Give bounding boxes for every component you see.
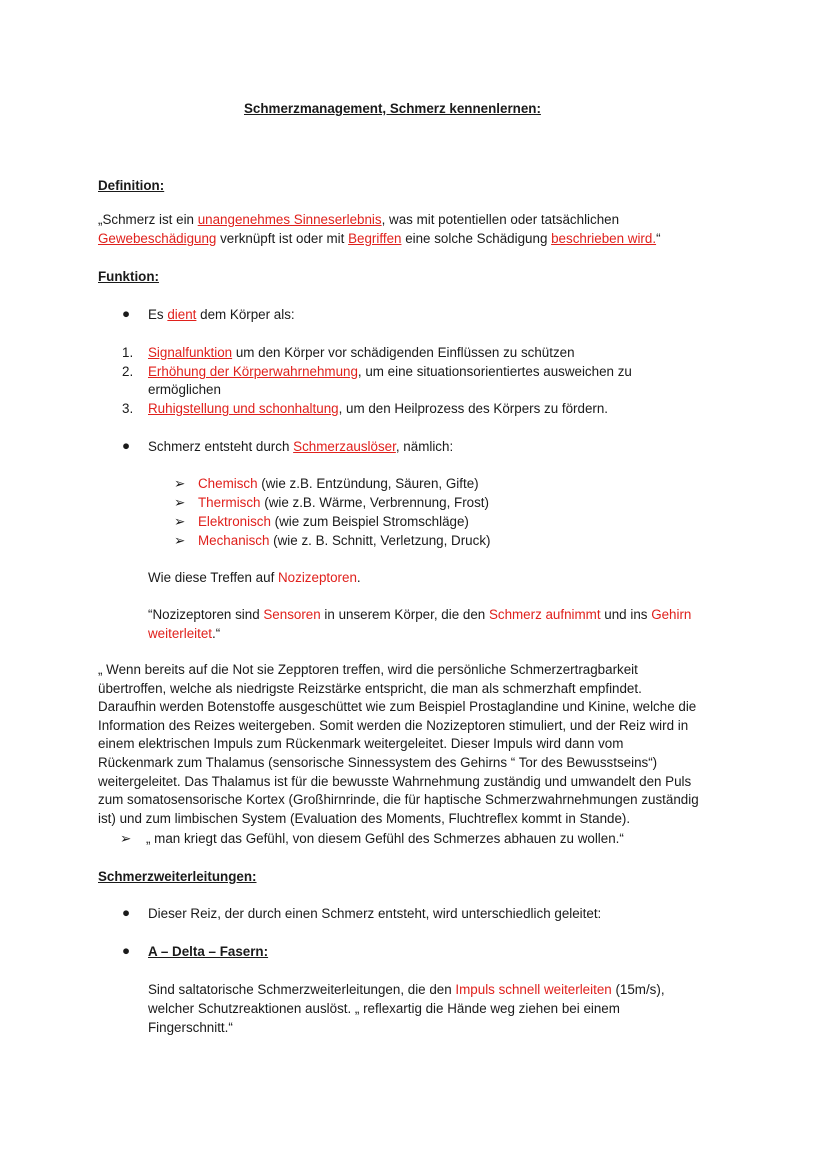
- list-item: [148, 362, 632, 381]
- cause-item: [198, 512, 469, 531]
- page-title: Schmerzmanagement, Schmerz kennenlernen:: [244, 101, 541, 116]
- arrow-bullet-icon: ➢: [174, 533, 186, 548]
- arrow-bullet-icon: ➢: [120, 831, 132, 846]
- text: (15m/s),: [611, 982, 665, 997]
- arrow-bullet-icon: ➢: [174, 476, 186, 491]
- highlight: Begriffen: [348, 231, 402, 246]
- highlight: Signalfunktion: [148, 345, 233, 360]
- list-item: [148, 343, 575, 362]
- paragraph-line: einem elektrischen Impuls zum Rückenmark weitergeleitet. Dieser Impuls wird dann vom: [98, 736, 624, 752]
- text: verknüpft ist oder mit: [216, 231, 349, 246]
- funktion-heading: Funktion:: [98, 269, 159, 284]
- text: “Nozizeptoren sind: [148, 607, 264, 622]
- highlight: Thermisch: [198, 495, 261, 510]
- list-item-cont: ermöglichen: [148, 382, 221, 397]
- cause-item: [198, 531, 490, 550]
- highlight: Chemisch: [198, 476, 258, 491]
- feeling-quote: „ man kriegt das Gefühl, von diesem Gefühl des Schmerzes abhauen zu wollen.“: [146, 831, 624, 846]
- adelta-line-1: [148, 980, 665, 999]
- text: , nämlich:: [395, 439, 454, 454]
- definition-line-2: [98, 229, 661, 248]
- bullet-dient: [148, 305, 295, 324]
- highlight: Gehirn: [651, 607, 692, 622]
- bullet-icon: ●: [122, 306, 131, 321]
- highlight: Schmerz aufnimmt: [488, 607, 601, 622]
- arrow-bullet-icon: ➢: [174, 514, 186, 529]
- text: und ins: [600, 607, 652, 622]
- bullet-ausloeser: [148, 437, 453, 456]
- text: in unserem Körper, die den: [320, 607, 489, 622]
- text: „Schmerz ist ein: [98, 212, 198, 227]
- highlight: Nozizeptoren: [278, 570, 357, 585]
- text: Sind saltatorische Schmerzweiterleitungen, die den: [148, 982, 456, 997]
- adelta-heading: A – Delta – Fasern:: [148, 944, 269, 959]
- paragraph-line: Rückenmark zum Thalamus (sensorische Sinnessystem des Gehirns “ Tor des Bewusstseins“): [98, 754, 658, 770]
- adelta-line-2: welcher Schutzreaktionen auslöst. „ reflexartig die Hände weg ziehen bei einem: [148, 1001, 620, 1016]
- list-number: 2.: [122, 364, 134, 379]
- highlight: Schmerzauslöser: [293, 439, 396, 454]
- text: (wie z. B. Schnitt, Verletzung, Druck): [269, 533, 491, 548]
- highlight: beschrieben wird.: [551, 231, 657, 246]
- weiterleitungen-heading: Schmerzweiterleitungen:: [98, 869, 257, 884]
- text: (wie z.B. Wärme, Verbrennung, Frost): [260, 495, 489, 510]
- paragraph-line: „ Wenn bereits auf die Not sie Zepptoren treffen, wird die persönliche Schmerzertragbarkeit: [98, 662, 638, 677]
- text: , um den Heilprozess des Körpers zu fördern.: [338, 401, 609, 416]
- text: Schmerz entsteht durch: [148, 439, 294, 454]
- list-item: [148, 399, 608, 418]
- highlight: weiterleitet: [148, 626, 213, 641]
- arrow-bullet-icon: ➢: [174, 495, 186, 510]
- paragraph-line: weitergeleitet. Das Thalamus ist für die bewusste Wahrnehmung zuständig und umwandelt den Puls: [98, 773, 692, 789]
- text: , um eine situationsorientiertes ausweichen zu: [357, 364, 632, 379]
- bullet-icon: ●: [122, 438, 131, 453]
- text: , was mit potentiellen oder tatsächlichen: [381, 212, 620, 227]
- list-number: 3.: [122, 401, 134, 416]
- highlight: unangenehmes Sinneserlebnis: [197, 212, 382, 227]
- text: “: [656, 231, 661, 246]
- explanation-paragraph: [98, 661, 699, 828]
- text: .“: [212, 626, 221, 641]
- cause-item: [198, 493, 489, 512]
- bullet-reiz: Dieser Reiz, der durch einen Schmerz entsteht, wird unterschiedlich geleitet:: [148, 906, 602, 921]
- text: (wie zum Beispiel Stromschläge): [270, 514, 469, 529]
- bullet-icon: ●: [122, 905, 131, 920]
- paragraph-line: zum somatosensorische Kortex (Großhirnrinde, die für haptische Schmerzwahrnehmungen zuständig: [98, 792, 699, 808]
- definition-heading: Definition:: [98, 178, 165, 193]
- nozizeptoren-line: [148, 568, 361, 587]
- highlight: Ruhigstellung und schonhaltung: [148, 401, 339, 416]
- text: .: [356, 570, 361, 585]
- highlight: Erhöhung der Körperwahrnehmung: [148, 364, 358, 379]
- cause-item: [198, 474, 479, 493]
- highlight: Mechanisch: [198, 533, 270, 548]
- list-number: 1.: [122, 345, 134, 360]
- bullet-icon: ●: [122, 943, 131, 958]
- text: Es: [148, 307, 168, 322]
- quote-line-1: [148, 605, 691, 624]
- text: eine solche Schädigung: [401, 231, 552, 246]
- highlight: Elektronisch: [198, 514, 271, 529]
- paragraph-line: Information des Reizes weitergeben. Somit werden die Nozizeptoren stimuliert, und der Reiz wird in: [98, 717, 689, 733]
- paragraph-line: übertroffen, welche als niedrigste Reizstärke entspricht, die man als schmerzhaft empfindet.: [98, 680, 642, 696]
- definition-line-1: [98, 210, 619, 229]
- paragraph-line: Daraufhin werden Botenstoffe ausgeschüttet wie zum Beispiel Prostaglandine und Kinine, welche die: [98, 699, 697, 715]
- paragraph-line: ist) und zum limbischen System (Evaluation des Moments, Fluchtreflex kommt in Stande).: [98, 810, 631, 826]
- highlight: Sensoren: [263, 607, 321, 622]
- text: um den Körper vor schädigenden Einflüssen zu schützen: [232, 345, 575, 360]
- text: (wie z.B. Entzündung, Säuren, Gifte): [257, 476, 479, 491]
- highlight: dient: [167, 307, 197, 322]
- adelta-line-3: Fingerschnitt.“: [148, 1020, 233, 1035]
- highlight: Gewebeschädigung: [98, 231, 217, 246]
- quote-line-2: [148, 624, 220, 643]
- text: Wie diese Treffen auf: [148, 570, 279, 585]
- text: dem Körper als:: [196, 307, 295, 322]
- highlight: Impuls schnell weiterleiten: [455, 982, 612, 997]
